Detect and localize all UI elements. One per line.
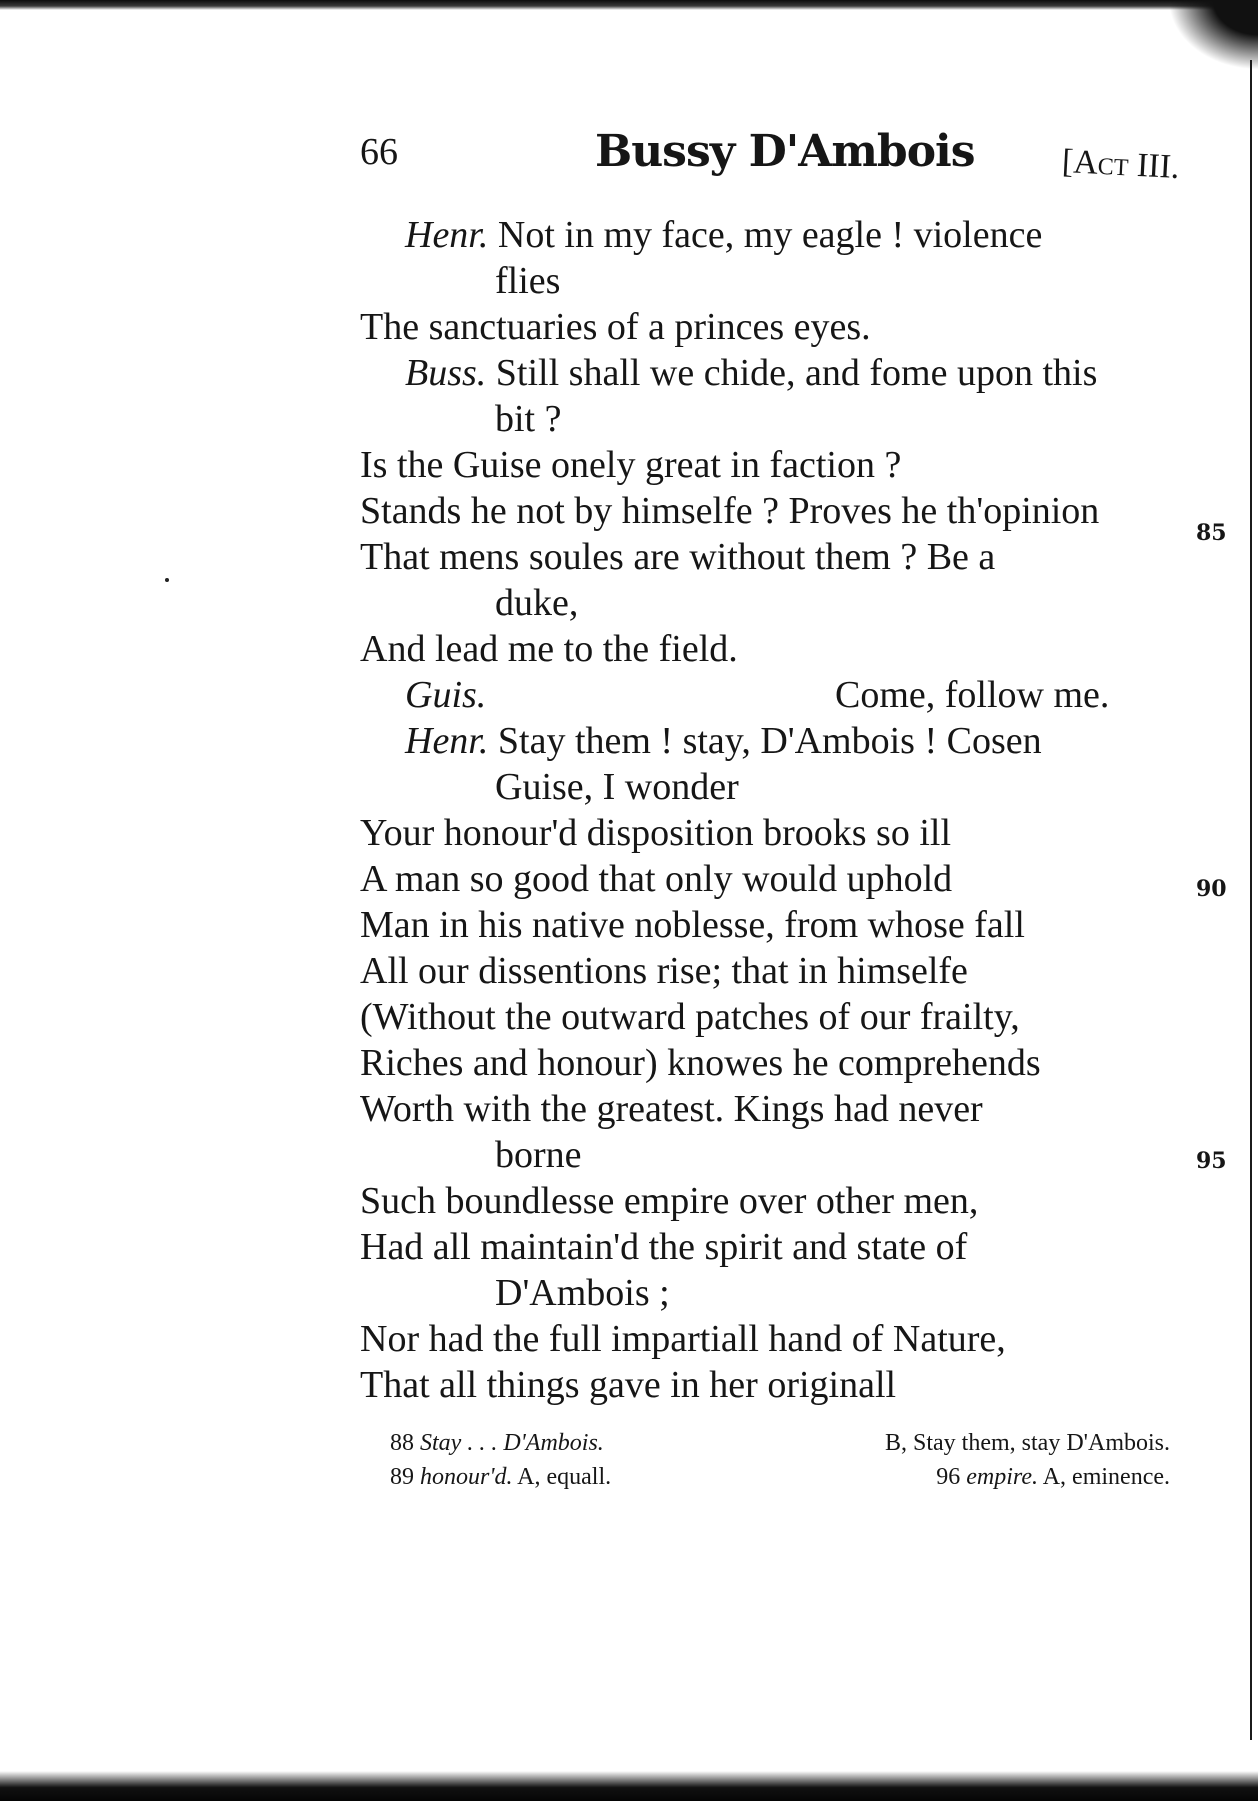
verse-line	[360, 258, 1190, 304]
line-text: bit ?	[495, 398, 562, 440]
act-label: [Act III.	[1061, 142, 1181, 187]
verse-line	[360, 488, 1190, 534]
verse-line	[360, 212, 1190, 258]
verse-line	[360, 396, 1190, 442]
page-header	[0, 126, 1258, 187]
textual-notes	[390, 1426, 1170, 1494]
line-text: Such boundlesse empire over other men,	[360, 1180, 979, 1222]
verse-line	[360, 672, 1190, 718]
line-text: And lead me to the field.	[360, 628, 738, 670]
note-reading: B, Stay them, stay D'Ambois.	[885, 1430, 1170, 1456]
verse-line	[360, 1316, 1190, 1362]
line-text: duke,	[495, 582, 579, 624]
scan-corner-shadow	[1168, 0, 1258, 70]
line-text: Man in his native noblesse, from whose fall	[360, 904, 1025, 946]
note-reading: A, eminence.	[1042, 1464, 1170, 1490]
verse-line	[360, 1362, 1190, 1408]
line-text: Nor had the full impartiall hand of Nature,	[360, 1318, 1006, 1360]
scan-edge-right	[1250, 60, 1252, 1740]
line-text: Had all maintain'd the spirit and state of	[360, 1226, 968, 1268]
margin-line-number: 95	[1196, 1148, 1227, 1174]
line-text: (Without the outward patches of our frailty,	[360, 996, 1020, 1038]
note-lemma: honour'd.	[420, 1464, 513, 1490]
line-text: flies	[495, 260, 561, 302]
note-number: 88	[390, 1430, 414, 1456]
verse-line	[360, 764, 1190, 810]
speaker-name: Henr.	[405, 720, 489, 762]
verse-line	[360, 994, 1190, 1040]
verse-line	[360, 534, 1190, 580]
line-text: The sanctuaries of a princes eyes.	[360, 306, 871, 348]
line-text: Worth with the greatest. Kings had never	[360, 1088, 983, 1130]
note-line	[390, 1426, 1170, 1460]
verse-line	[360, 580, 1190, 626]
ink-speck	[165, 578, 169, 582]
verse-line	[360, 1178, 1190, 1224]
note-lemma: empire.	[966, 1464, 1039, 1490]
speaker-name: Guis.	[405, 674, 487, 716]
line-text: Is the Guise onely great in faction ?	[360, 444, 902, 486]
line-text: Guise, I wonder	[495, 766, 739, 808]
speaker-name: Buss.	[405, 352, 487, 394]
note-reading: A, equall.	[517, 1464, 612, 1490]
verse-line	[360, 1132, 1190, 1178]
margin-line-number: 90	[1196, 876, 1227, 902]
note-number: 96	[936, 1464, 961, 1490]
line-text: Come, follow me.	[835, 674, 1110, 716]
line-text: That all things gave in her originall	[360, 1364, 897, 1406]
verse-line	[360, 1270, 1190, 1316]
verse-line	[360, 810, 1190, 856]
line-text: That mens soules are without them ? Be a	[360, 536, 996, 578]
line-text: D'Ambois ;	[495, 1272, 670, 1314]
verse-line	[360, 948, 1190, 994]
scan-edge-bottom	[0, 1771, 1258, 1801]
note-line	[390, 1460, 1170, 1494]
verse-line	[360, 442, 1190, 488]
note-entry	[390, 1460, 611, 1494]
line-text: Stay them ! stay, D'Ambois ! Cosen	[497, 720, 1042, 762]
running-title: Bussy D'Ambois	[595, 126, 975, 177]
verse-line	[360, 1040, 1190, 1086]
margin-line-number: 85	[1196, 520, 1227, 546]
line-text: Not in my face, my eagle ! violence	[497, 214, 1043, 256]
verse-line	[360, 626, 1190, 672]
note-number: 89	[390, 1464, 414, 1490]
line-text: Stands he not by himselfe ? Proves he th'opinion	[360, 490, 1100, 532]
scan-edge-top	[0, 0, 1258, 10]
line-text: borne	[495, 1134, 582, 1176]
verse-line	[360, 718, 1190, 764]
line-text: Your honour'd disposition brooks so ill	[360, 812, 952, 854]
note-entry	[936, 1460, 1170, 1494]
verse-text	[360, 212, 1190, 1408]
verse-line	[360, 350, 1190, 396]
line-text: All our dissentions rise; that in himselfe	[360, 950, 968, 992]
verse-line	[360, 304, 1190, 350]
page-number: 66	[360, 131, 398, 173]
speaker-name: Henr.	[405, 214, 489, 256]
note-entry	[390, 1426, 604, 1460]
line-text: Riches and honour) knowes he comprehends	[360, 1042, 1041, 1084]
line-text: A man so good that only would uphold	[360, 858, 953, 900]
line-text: Still shall we chide, and fome upon this	[495, 352, 1098, 394]
verse-line	[360, 1086, 1190, 1132]
verse-line	[360, 902, 1190, 948]
verse-line	[360, 856, 1190, 902]
verse-line	[360, 1224, 1190, 1270]
note-lemma: Stay . . . D'Ambois.	[420, 1430, 604, 1456]
